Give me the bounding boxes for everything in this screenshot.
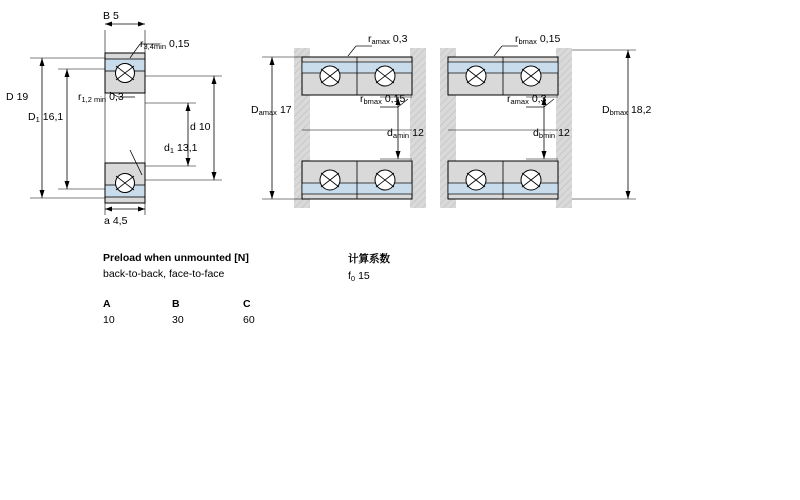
right-mounting-drawings [262,46,636,208]
dim-D [30,58,105,198]
label-ramax-mid [507,93,546,105]
calc-factor-value: 15 [358,270,370,282]
label-damin [387,127,424,139]
label-d-symbol: d [190,121,196,133]
dim-d1 [145,103,196,166]
label-r34min-symbol: r [140,38,144,50]
dim-a [105,207,145,212]
label-B-symbol: B [103,10,111,22]
label-D [6,91,28,103]
preload-val-A: 10 [103,314,115,326]
label-D1-sub: 1 [35,115,40,124]
preload-subtitle: back-to-back, face-to-face [103,268,225,280]
label-dbmin-sub: bmin [538,131,556,140]
label-damin-symbol: d [387,127,393,139]
label-rbmax-mid-symbol: r [360,93,364,105]
label-ramax-top-sub: amax [371,37,390,46]
label-d [190,121,211,133]
label-D1-symbol: D [28,111,36,123]
label-Dbmax-symbol: D [602,104,610,116]
dim-Dbmax [572,50,636,199]
label-Dbmax [602,104,651,116]
calc-factor-sub: 0 [350,274,356,283]
label-rbmax-mid [360,93,405,105]
label-a-value: 4,5 [112,215,128,227]
preload-col-B: B [172,298,180,310]
dim-B [105,22,145,27]
label-Damax-sub: amax [258,108,277,117]
label-ramax-top-value: 0,3 [392,33,408,45]
label-rbmax-top-sub: bmax [518,37,537,46]
label-ramax-mid-sub: amax [510,97,529,106]
label-rbmax-top-symbol: r [515,33,519,45]
preload-col-A: A [103,298,111,310]
label-r12min-value: 0,3 [109,91,124,103]
label-damin-sub: amin [392,131,410,140]
label-dbmin-value: 12 [558,127,570,139]
label-ramax-mid-value: 0,3 [531,93,547,105]
label-r12min-sub: 1,2 min [81,95,107,104]
label-rbmax-top-value: 0,15 [539,33,561,45]
preload-val-B: 30 [172,314,184,326]
label-ramax-top-symbol: r [368,33,372,45]
label-D-symbol: D [6,91,14,103]
label-B-value: 5 [113,10,119,22]
preload-title: Preload when unmounted [N] [103,252,249,264]
label-a-symbol: a [104,215,110,227]
label-d-value: 10 [198,121,211,133]
label-r12min [78,91,124,103]
label-dbmin-symbol: d [533,127,539,139]
label-dbmin [533,127,570,139]
label-Dbmax-value: 18,2 [630,104,652,116]
label-r34min [140,38,189,50]
label-rbmax-mid-value: 0,15 [384,93,406,105]
label-D1-value: 16,1 [42,111,64,123]
label-d1-symbol: d [164,142,170,154]
preload-val-C: 60 [243,314,255,326]
calc-factor-symbol: f [348,270,351,282]
label-Damax [251,104,292,116]
label-ramax-mid-symbol: r [507,93,511,105]
calc-factor-title: 计算系数 [348,253,390,265]
label-damin-value: 12 [412,127,424,139]
label-rbmax-mid-sub: bmax [363,97,382,106]
preload-col-C: C [243,298,251,310]
label-d1 [164,142,197,154]
label-d1-value: 13,1 [177,142,198,154]
calc-factor-row [348,270,370,282]
label-D1 [28,111,63,123]
label-ramax-top [368,33,407,45]
calc-factor-symbol-wrap [348,270,370,282]
label-r12min-symbol: r [78,91,82,103]
label-D-value: 19 [16,91,29,103]
label-B [103,10,119,22]
label-Dbmax-sub: bmax [609,108,628,117]
label-Damax-symbol: D [251,104,259,116]
label-a [104,215,127,227]
label-r34min-value: 0,15 [169,38,190,50]
label-d1-sub: 1 [169,146,175,155]
dim-D1 [58,69,105,189]
label-rbmax-top [515,33,560,45]
label-Damax-value: 17 [279,104,292,116]
label-r34min-sub: 3,4min [143,42,167,51]
